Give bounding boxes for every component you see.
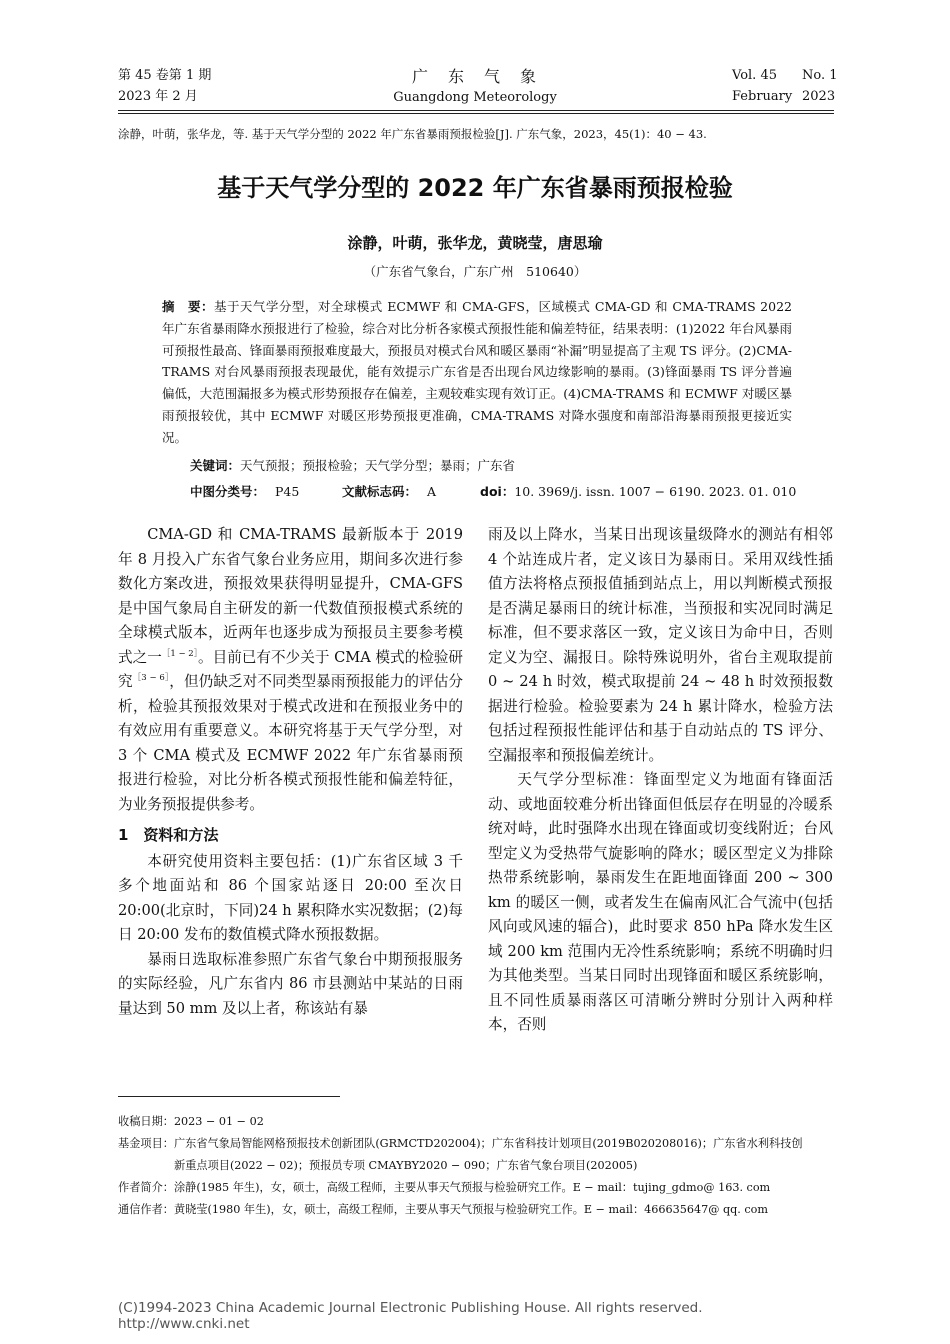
journal-date: 2023 年 2 月 bbox=[118, 89, 198, 104]
journal-name-cn: 广 东 气 象 bbox=[411, 67, 538, 86]
author-bio: 作者简介：涂静(1985 年生)，女，硕士，高级工程师，主要从事天气预报与检验研究工作。E − mail：tujing_gdmo@ 163. com bbox=[118, 1181, 771, 1194]
clc-value: P45 bbox=[275, 484, 300, 499]
abstract bbox=[162, 296, 792, 449]
body-right-column bbox=[488, 523, 833, 1038]
received-date: 收稿日期：2023 − 01 − 02 bbox=[118, 1115, 264, 1128]
journal-month-en: February bbox=[732, 89, 793, 104]
journal-name-en: Guangdong Meteorology bbox=[393, 90, 557, 105]
ref-1-2: ［1 − 2］ bbox=[161, 648, 198, 659]
data-paragraph: 本研究使用资料主要包括：(1)广东省区域 3 千多个地面站和 86 个国家站逐日 20:00 至次日 20:00(北京时，下同)24 h 累积降水实况数据；(2)每日 20:00 发布的数值模式降水预报数据。 bbox=[118, 852, 463, 943]
journal-volume-issue: 第 45 卷第 1 期 bbox=[118, 68, 212, 83]
document-code bbox=[342, 482, 436, 502]
copyright-line: (C)1994-2023 China Academic Journal Electronic Publishing House. All rights reserved. http://www.cnki.net bbox=[118, 1300, 730, 1332]
journal-vol-en: Vol. 45 bbox=[732, 68, 777, 83]
keywords bbox=[190, 456, 515, 476]
citation-line: 涂静，叶萌，张华龙，等. 基于天气学分型的 2022 年广东省暴雨预报检验[J]. 广东气象，2023，45(1)：40 − 43. bbox=[118, 127, 707, 141]
doi-label: doi： bbox=[480, 484, 515, 499]
doi bbox=[480, 482, 796, 502]
footnote-rule bbox=[118, 1096, 340, 1097]
clc-number bbox=[190, 482, 299, 502]
abstract-label: 摘 要： bbox=[162, 299, 214, 314]
author-list: 涂静，叶萌，张华龙，黄晓莹，唐思瑜 bbox=[347, 234, 603, 252]
footnotes bbox=[118, 1111, 838, 1221]
intro-text-a: CMA-GD 和 CMA-TRAMS 最新版本于 2019 年 8 月投入广东省气象台业务应用，期间多次进行参数化方案改进，预报效果获得明显提升，CMA-GFS 是中国气象局自主研发的新一代数值预报模式系统的全球模式版本，近两年也逐步成为预报员主要参考模式之一 bbox=[118, 526, 463, 666]
fund-info: 基金项目：广东省气象局智能网格预报技术创新团队(GRMCTD202004)；广东省科技计划项目(2019B020208016)；广东省水利科技创 bbox=[118, 1137, 803, 1150]
fund-info-continued: 新重点项目(2022 − 02)；预报员专项 CMAYBY2020 − 090；广东省气象台项目(202005) bbox=[174, 1159, 638, 1172]
doi-value: 10. 3969/j. issn. 1007 − 6190. 2023. 01. 010 bbox=[514, 484, 797, 499]
clc-label: 中图分类号： bbox=[190, 484, 266, 499]
corresponding-author: 通信作者：黄晓莹(1980 年生)，女，硕士，高级工程师，主要从事天气预报与检验研究工作。E − mail：466635647@ qq. com bbox=[118, 1203, 769, 1216]
paper-title: 基于天气学分型的 2022 年广东省暴雨预报检验 bbox=[217, 174, 733, 202]
header-rule-thin bbox=[118, 113, 834, 114]
ref-3-6: ［3 − 6］ bbox=[132, 673, 170, 684]
keywords-label: 关键词： bbox=[190, 458, 241, 473]
section-heading: 1 资料和方法 bbox=[118, 826, 219, 844]
journal-year-en: 2023 bbox=[802, 89, 836, 104]
abstract-text: 基于天气学分型，对全球模式 ECMWF 和 CMA-GFS，区域模式 CMA-GD 和 CMA-TRAMS 2022 年广东省暴雨降水预报进行了检验，综合对比分析各家模式预报性能和偏差特征，结果表明：(1)2022 年台风暴雨可预报性最高、锋面暴雨预报难度最大，预报员对模式台风和暖区暴雨“补漏”明显提高了主观 TS 评分。(2)CMA-TRAMS 对台风暴雨预报表现最优，能有效提示广东省是否出现台风边缘影响的暴雨。(3)锋面暴雨 TS 评分普遍偏低，大范围漏报多为模式形势预报存在偏差，主观较难实现有效订正。(4)CMA-TRAMS 和 ECMWF 对暖区暴雨预报较优，其中 ECMWF 对暖区形势预报更准确，CMA-TRAMS 对降水强度和南部沿海暴雨预报更接近实况。 bbox=[162, 299, 792, 445]
intro-text-c: ，但仍缺乏对不同类型暴雨预报能力的评估分析，检验其预报效果对于模式改进和在预报业务中的有效应用有重要意义。本研究将基于天气学分型，对 3 个 CMA 模式及 ECMWF 2022 年广东省暴雨预报进行检验，对比分析各模式预报性能和偏差特征，为业务预报提供参考。 bbox=[118, 673, 463, 813]
intro-paragraph bbox=[118, 523, 463, 817]
affiliation: （广东省气象台，广东广州 510640） bbox=[363, 264, 587, 279]
journal-no-en: No. 1 bbox=[802, 68, 838, 83]
weather-types-paragraph: 天气学分型标准：锋面型定义为地面有锋面活动、或地面较难分析出锋面但低层存在明显的冷暖系统对峙，此时强降水出现在锋面或切变线附近；台风型定义为受热带气旋影响的降水；暖区型定义为排除热带系统影响，暴雨发生在距地面锋面 200 ~ 300 km 的暖区一侧，或者发生在偏南风汇合气流中(包括风向或风速的辐合)，此时要求 850 hPa 降水发生区域 200 km 范围内无冷性系统影响；系统不明确时归为其他类型。当某日同时出现锋面和暖区系统影响，且不同性质暴雨落区可清晰分辨时分别计入两种样本，否则 bbox=[488, 771, 833, 1033]
intro-text-b: 。目前已有不少关于 CMA 模式的检验研究 bbox=[118, 648, 463, 690]
body-left-column bbox=[118, 523, 463, 1021]
doc-code-value: A bbox=[427, 484, 437, 499]
doc-code-label: 文献标志码： bbox=[342, 484, 418, 499]
keywords-text: 天气预报；预报检验；天气学分型；暴雨；广东省 bbox=[240, 458, 516, 473]
header-rule bbox=[118, 110, 834, 111]
criteria-continued-paragraph: 雨及以上降水，当某日出现该量级降水的测站有相邻 4 个站连成片者，定义该日为暴雨日。采用双线性插值方法将格点预报值插到站点上，用以判断模式预报是否满足暴雨日的统计标准，当预报和实况同时满足标准，但不要求落区一致，定义该日为命中日，否则定义为空、漏报日。除特殊说明外，省台主观取提前 0 ~ 24 h 时效，模式取提前 24 ~ 48 h 时效预报数据进行检验。检验要素为 24 h 累计降水，检验方法包括过程预报性能评估和基于自动站点的 TS 评分、空漏报率和预报偏差统计。 bbox=[488, 526, 833, 764]
criteria-paragraph: 暴雨日选取标准参照广东省气象台中期预报服务的实际经验，凡广东省内 86 市县测站中某站的日雨量达到 50 mm 及以上者，称该站有暴 bbox=[118, 950, 463, 1017]
